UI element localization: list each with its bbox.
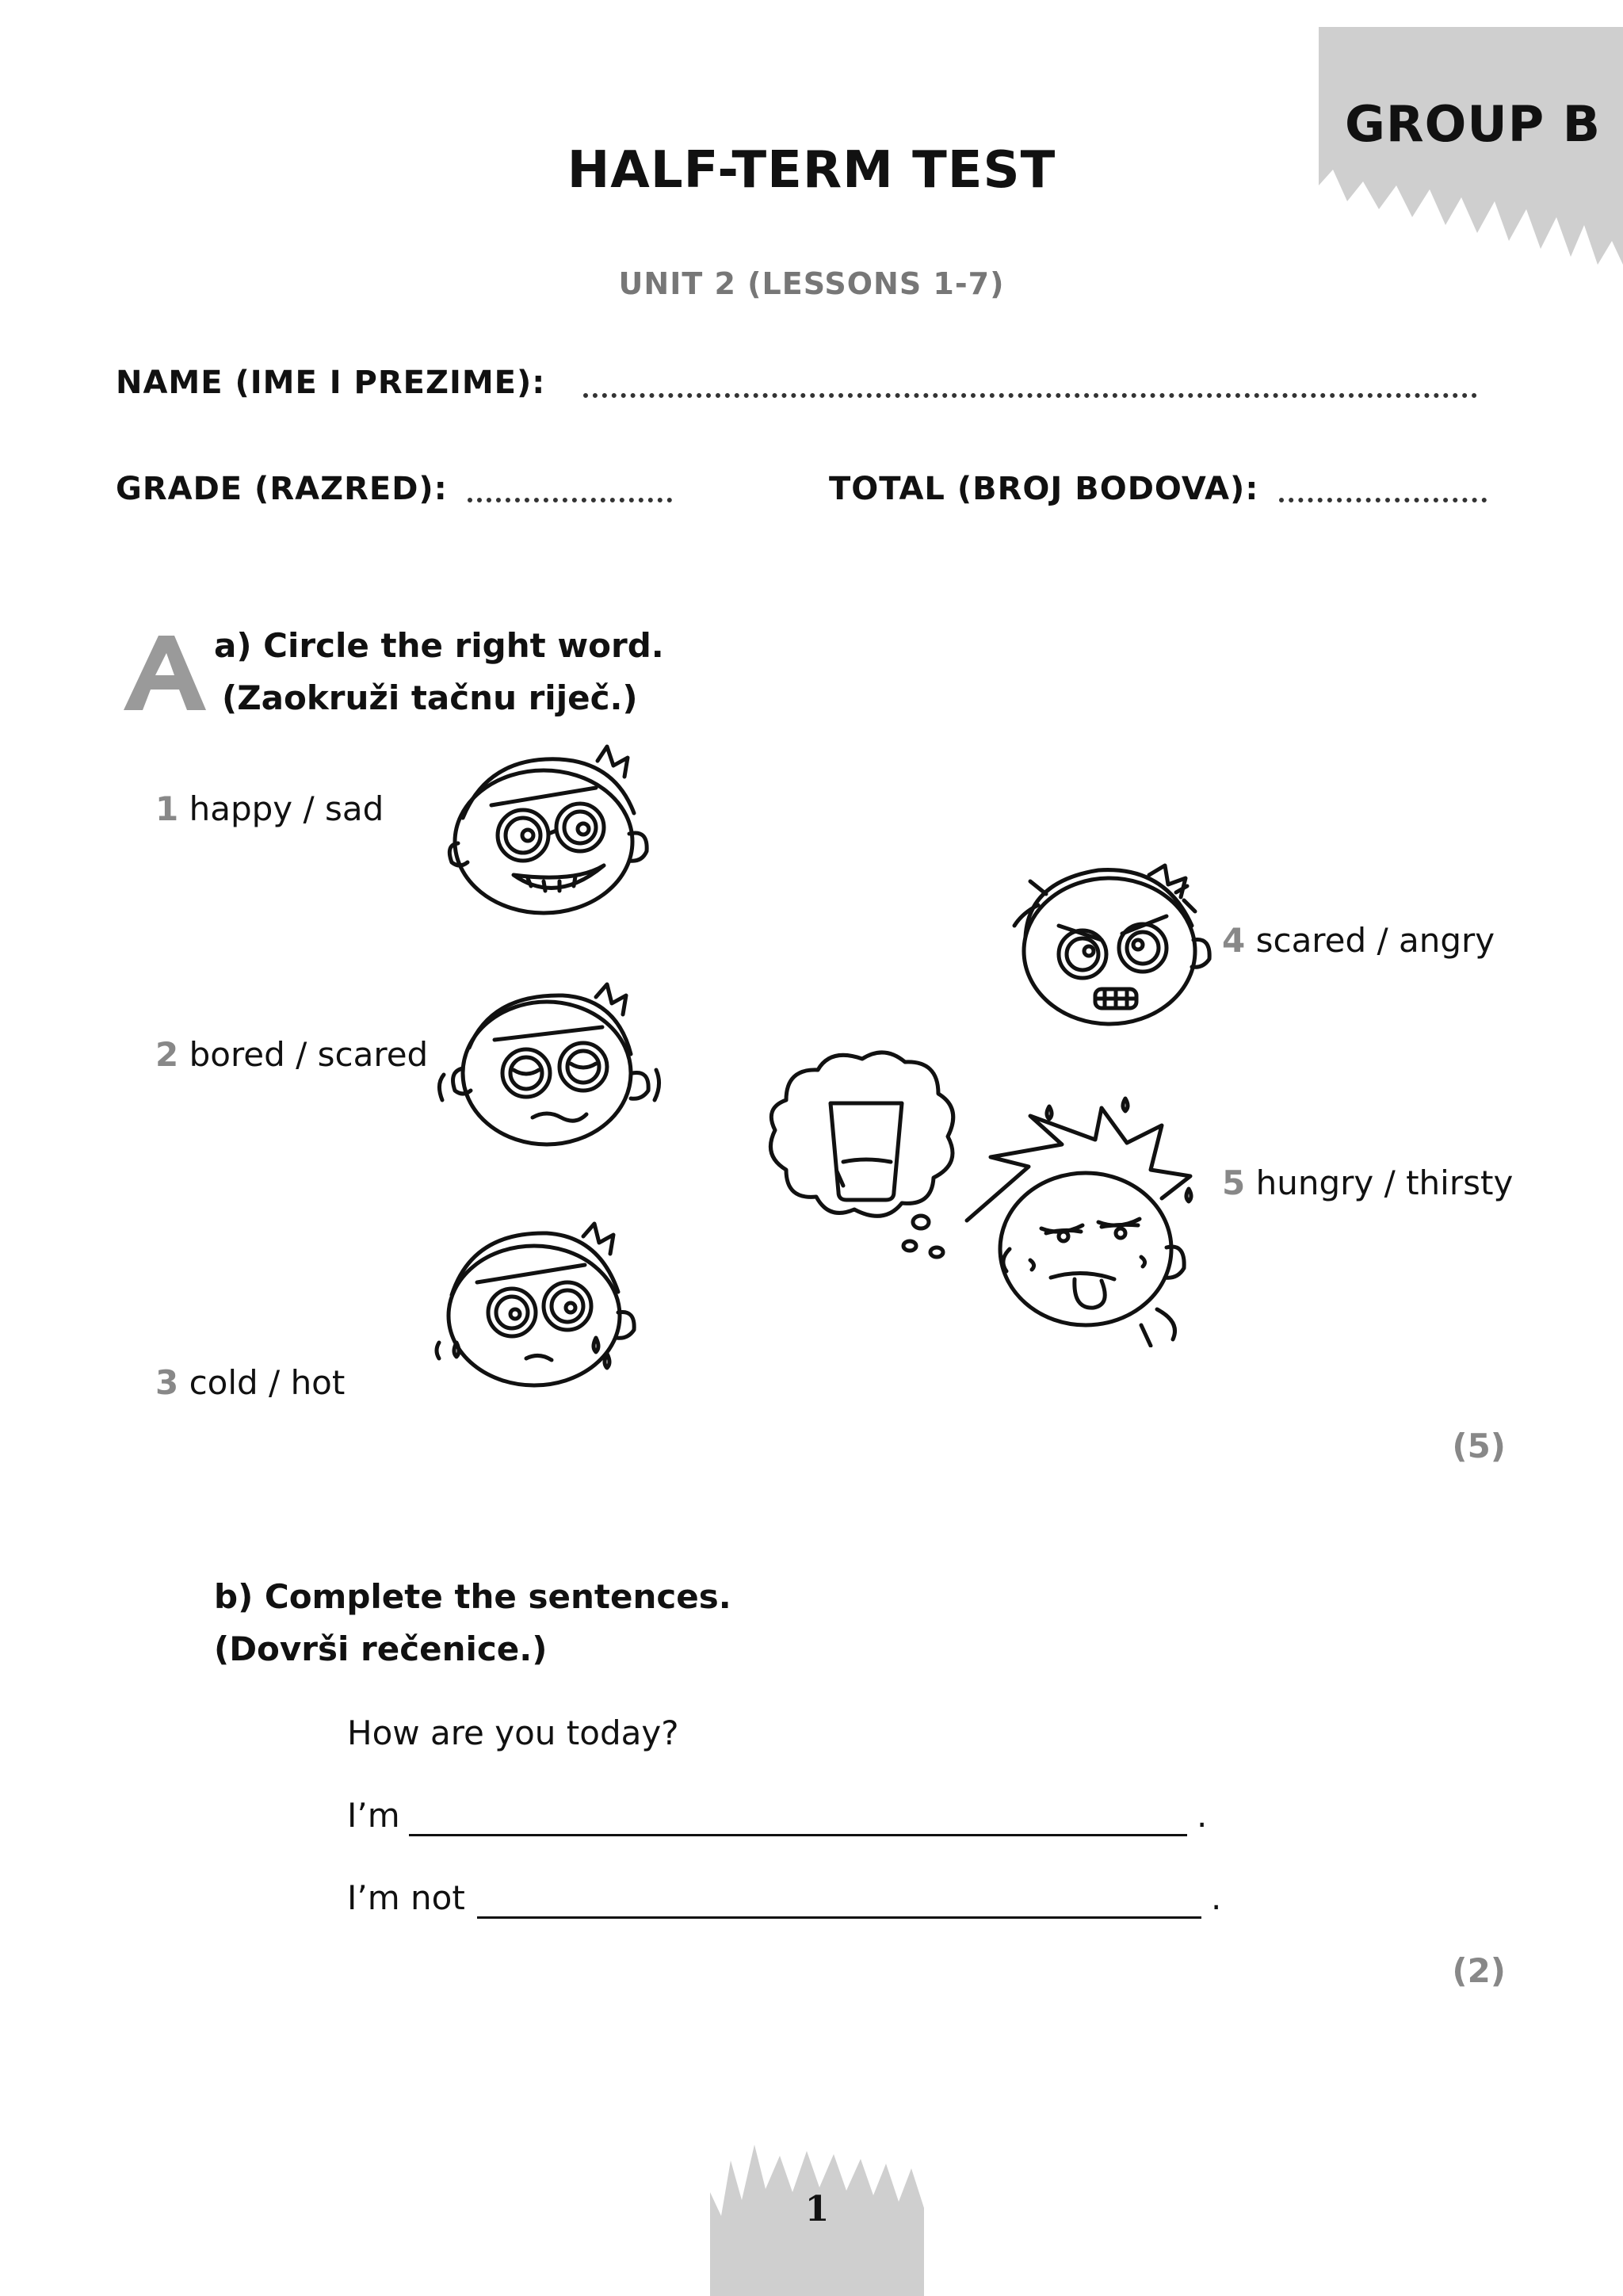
- sentence-2-period: .: [1211, 1878, 1222, 1917]
- section-a-points: (5): [1452, 1427, 1506, 1465]
- choice-item-3[interactable]: 3 cold / hot: [155, 1363, 346, 1402]
- choice-item-4[interactable]: 4 scared / angry: [1222, 921, 1495, 960]
- hot-face-icon: [428, 1219, 647, 1395]
- sentence-2-prefix: I’m not: [347, 1878, 465, 1917]
- section-b-instruction-translation: (Dovrši rečenice.): [214, 1629, 548, 1668]
- total-field[interactable]: [1279, 498, 1487, 502]
- question-text: How are you today?: [347, 1713, 679, 1752]
- section-b-points: (2): [1452, 1951, 1506, 1990]
- section-a-instruction: a) Circle the right word.: [214, 626, 664, 665]
- bored-face-icon: [428, 981, 666, 1156]
- page-number: 1: [804, 2189, 830, 2229]
- section-a-letter-icon: [117, 631, 212, 718]
- choice-item-2[interactable]: 2 bored / scared: [155, 1035, 429, 1074]
- name-label: NAME (IME I PREZIME):: [116, 365, 546, 401]
- sentence-1-period: .: [1197, 1796, 1208, 1835]
- name-field[interactable]: [583, 393, 1477, 398]
- page-title: HALF-TERM TEST: [567, 141, 1056, 200]
- sentence-2-answer-line[interactable]: [477, 1916, 1201, 1919]
- sentence-1-prefix: I’m: [347, 1796, 400, 1835]
- choice-item-5[interactable]: 5 hungry / thirsty: [1222, 1163, 1514, 1202]
- happy-face-icon: [441, 742, 659, 924]
- thirsty-face-icon: [943, 1094, 1212, 1347]
- grade-field[interactable]: [468, 498, 672, 502]
- section-a-instruction-translation: (Zaokruži tačnu riječ.): [222, 678, 638, 717]
- sentence-1-answer-line[interactable]: [409, 1834, 1187, 1836]
- total-label: TOTAL (BROJ BODOVA):: [829, 471, 1259, 507]
- page-subtitle: UNIT 2 (LESSONS 1-7): [618, 266, 1005, 301]
- angry-face-icon: [991, 858, 1214, 1033]
- choice-item-1[interactable]: 1 happy / sad: [155, 789, 384, 828]
- grade-label: GRADE (RAZRED):: [116, 471, 448, 507]
- group-label: GROUP B: [1345, 95, 1601, 153]
- section-b-instruction: b) Complete the sentences.: [214, 1577, 731, 1616]
